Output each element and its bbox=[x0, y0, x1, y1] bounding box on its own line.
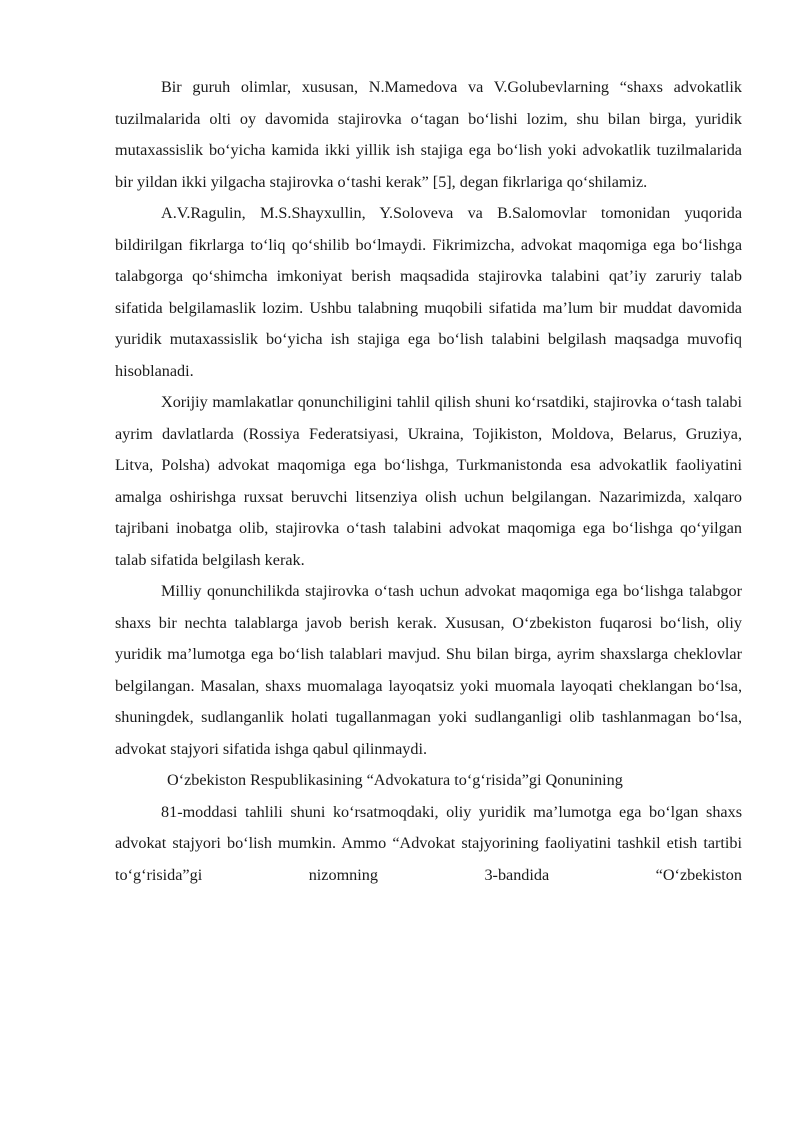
paragraph-6: 81-moddasi tahlili shuni ko‘rsatmoqdaki, oliy yuridik ma’lumotga ega bo‘lgan shaxs advokat stajyori bo‘lish mumkin. Ammo “Advokat stajyorining faoliyatini tashkil etish tartibi to‘g‘risida”gi nizomning 3-bandida “O‘zbekiston bbox=[115, 802, 742, 884]
paragraph-1: Bir guruh olimlar, xususan, N.Mamedova va V.Golubevlarning “shaxs advokatlik tuzilmalarida olti oy davomida stajirovka o‘tagan bo‘lishi lozim, shu bilan birga, yuridik mutaxassislik bo‘yicha kamida ikki yillik ish stajiga ega bo‘lish yoki advokatlik tuzilmalarida bir yildan ikki yilgacha stajirovka o‘tashi kerak” [5], degan fikrlariga qo‘shilamiz. bbox=[115, 78, 742, 191]
paragraph-2: A.V.Ragulin, M.S.Shayxullin, Y.Soloveva va B.Salomovlar tomonidan yuqorida bildirilgan fikrlarga to‘liq qo‘shilib bo‘lmaydi. Fikrimizcha, advokat maqomiga ega bo‘lishga talabgorga qo‘shimcha imkoniyat berish maqsadida stajirovka talabini qat’iy zaruriy talab sifatida belgilamaslik lozim. Ushbu talabning muqobili sifatida ma’lum bir muddat davomida yuridik mutaxassislik bo‘yicha ish stajiga ega bo‘lish talabini belgilash maqsadga muvofiq hisoblanadi. bbox=[115, 204, 742, 380]
document-page bbox=[115, 72, 742, 891]
paragraph-3: Xorijiy mamlakatlar qonunchiligini tahlil qilish shuni ko‘rsatdiki, stajirovka o‘tash talabi ayrim davlatlarda (Rossiya Federatsiyasi, Ukraina, Tojikiston, Moldova, Belarus, Gruziya, Litva, Polsha) advokat maqomiga ega bo‘lishga, Turkmanistonda esa advokatlik faoliyatini amalga oshirishga ruxsat beruvchi litsenziya olish uchun belgilangan. Nazarimizda, xalqaro tajribani inobatga olib, stajirovka o‘tash talabini advokat maqomiga ega bo‘lishga qo‘yilgan talab sifatida belgilash kerak. bbox=[115, 393, 742, 569]
paragraph-4: Milliy qonunchilikda stajirovka o‘tash uchun advokat maqomiga ega bo‘lishga talabgor shaxs bir nechta talablarga javob berish kerak. Xususan, O‘zbekiston fuqarosi bo‘lish, oliy yuridik ma’lumotga ega bo‘lish talablari mavjud. Shu bilan birga, ayrim shaxslarga cheklovlar belgilangan. Masalan, shaxs muomalaga layoqatsiz yoki muomala layoqati cheklangan bo‘lsa, shuningdek, sudlanganlik holati tugallanmagan yoki sudlanganligi olib tashlanmagan bo‘lsa, advokat stajyori sifatida ishga qabul qilinmaydi. bbox=[115, 582, 742, 758]
paragraph-5: O‘zbekiston Respublikasining “Advokatura to‘g‘risida”gi Qonunining bbox=[167, 771, 623, 789]
